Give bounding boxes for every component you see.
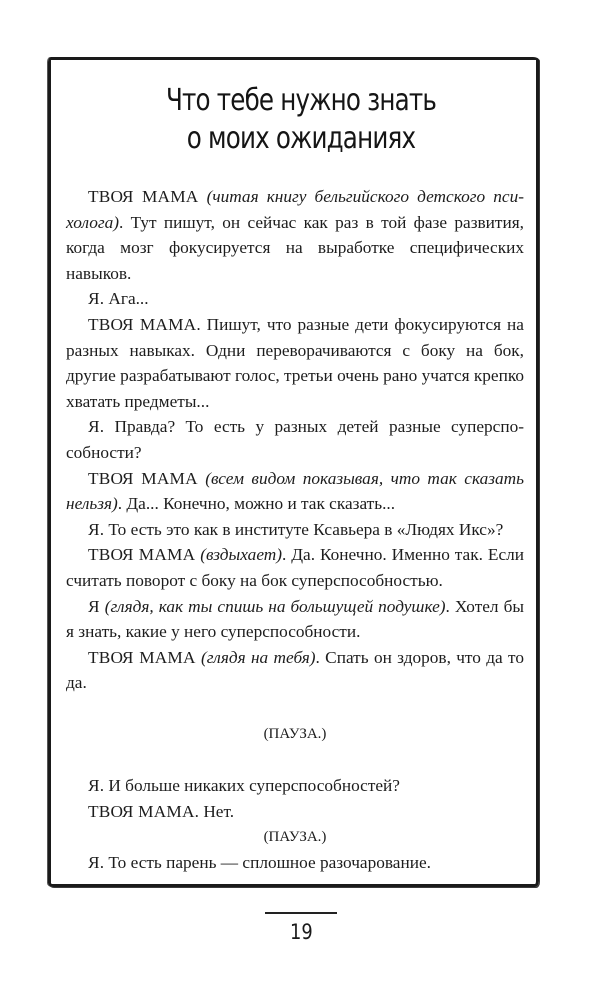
line-text: . Тут пишут, он сейчас как раз в той фазе развития, когда мозг фокусируется на выработке специфических навыков. [66, 212, 524, 283]
speaker: Я [88, 519, 100, 539]
dialogue-line [66, 184, 524, 286]
line-text: . Да... Конечно, можно и так сказать... [117, 494, 396, 514]
dialogue-line [66, 312, 524, 414]
speaker: Я [88, 596, 100, 616]
dialogue-line [66, 517, 524, 543]
pause-note: (ПАУЗА.) [263, 828, 327, 845]
dialogue-line [66, 773, 524, 799]
page-number-rule [265, 912, 337, 914]
line-text: . Правда? То есть у разных детей разные суперспособности? [66, 417, 524, 462]
stage-direction: (читая книгу бельгийского детского психолога) [66, 187, 524, 232]
dialogue-line [66, 542, 524, 593]
dialogue-line [66, 594, 524, 645]
stage-direction: (глядя, как ты спишь на большущей подушке) [104, 596, 446, 616]
line-text: . Нет. [194, 802, 235, 822]
speaker: ТВОЯ МАМА [88, 468, 198, 488]
speaker: ТВОЯ МАМА [88, 545, 196, 565]
line-text: . И больше никаких суперспособностей? [99, 776, 400, 796]
chapter-title-line-2: о моих ожиданиях [186, 121, 416, 156]
dialogue-body [66, 184, 524, 876]
line-text: . Да. Конечно. Именно так. Если считать поворот с боку на бок суперспособностью. [66, 545, 524, 590]
page-number-block [0, 912, 602, 944]
line-text: . Ага... [99, 289, 149, 309]
stage-direction: (всем видом показывая, что так сказать нельзя) [66, 468, 524, 514]
dialogue-line [66, 850, 524, 876]
dialogue-line [66, 799, 524, 825]
line-text: . То есть парень — сплошное разочарование. [99, 853, 431, 873]
speaker: ТВОЯ МАМА [88, 187, 199, 206]
speaker: Я [88, 853, 100, 873]
speaker: ТВОЯ МАМА [88, 314, 197, 334]
dialogue-line [66, 286, 524, 312]
stage-direction: (глядя на тебя) [201, 647, 316, 667]
line-text: . Спать он здоров, что да то да. [66, 647, 524, 693]
dialogue-line [66, 645, 524, 696]
line-text: . Пишут, что разные дети фокусируются на разных навыках. Одни переворачиваются с боку на бок, другие разрабатывают голос, третьи очень рано учатся крепко хватать предметы... [66, 314, 525, 411]
page-number: 19 [289, 920, 313, 944]
speaker: ТВОЯ МАМА [88, 647, 196, 667]
speaker: Я [88, 776, 100, 796]
line-text: . То есть это как в институте Ксавьера в «Людях Икс»? [99, 519, 504, 539]
dialogue-line [66, 466, 524, 517]
line-text: . Хотел бы я знать, какие у него суперспособности. [66, 596, 524, 642]
chapter-title-line-1: Что тебе нужно знать [165, 83, 437, 118]
speaker: Я [88, 417, 100, 437]
stage-direction: (вздыхает) [200, 545, 282, 565]
pause-note: (ПАУЗА.) [263, 725, 327, 742]
speaker: ТВОЯ МАМА [88, 802, 195, 822]
speaker: Я [88, 289, 100, 309]
dialogue-line [66, 414, 524, 465]
